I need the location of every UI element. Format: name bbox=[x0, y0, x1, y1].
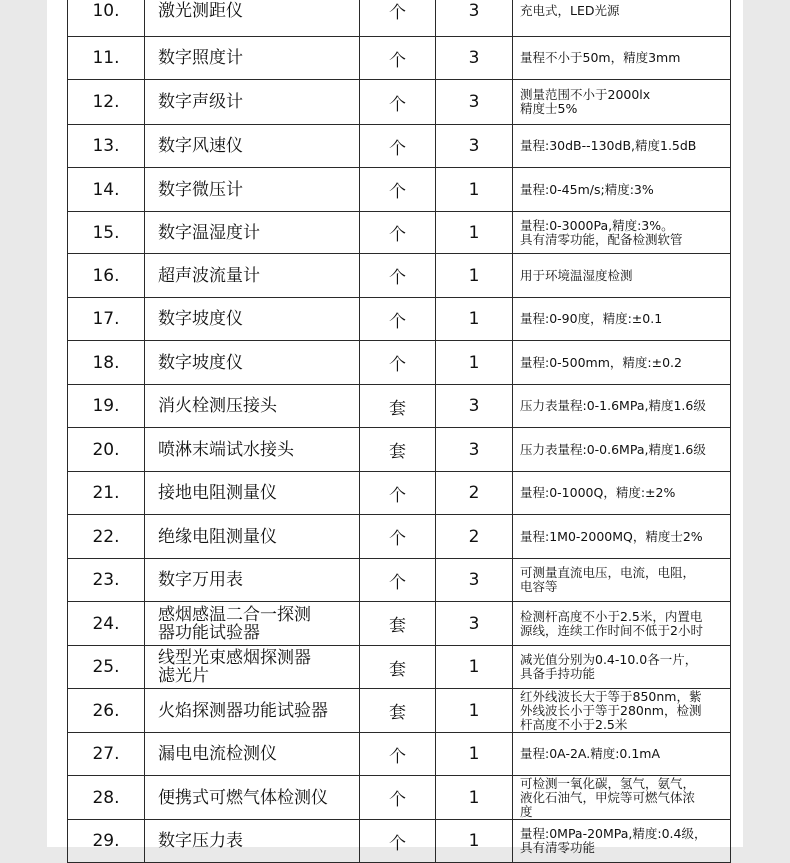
item-name bbox=[145, 820, 360, 863]
table-row bbox=[68, 515, 731, 559]
item-spec-line: 量程:0A-2A.精度:0.1mA bbox=[520, 746, 661, 761]
table-row bbox=[68, 298, 731, 341]
item-spec bbox=[513, 168, 731, 212]
item-name bbox=[145, 428, 360, 472]
item-quantity: 3 bbox=[436, 385, 513, 428]
item-name bbox=[145, 212, 360, 254]
equipment-table-body bbox=[68, 0, 731, 863]
item-unit: 个 bbox=[360, 298, 436, 341]
item-spec bbox=[513, 37, 731, 80]
item-name bbox=[145, 168, 360, 212]
row-number: 15. bbox=[68, 212, 145, 254]
item-quantity: 1 bbox=[436, 646, 513, 689]
item-spec bbox=[513, 385, 731, 428]
item-unit: 个 bbox=[360, 80, 436, 125]
item-unit: 个 bbox=[360, 37, 436, 80]
item-spec-line: 量程:0-45m/s;精度:3% bbox=[520, 181, 654, 197]
item-spec-line: 量程不小于50m，精度3mm bbox=[520, 50, 681, 65]
row-number: 11. bbox=[68, 37, 145, 80]
item-unit: 个 bbox=[360, 0, 436, 37]
item-name bbox=[145, 602, 360, 646]
row-number: 10. bbox=[68, 0, 145, 37]
item-name-line: 绝缘电阻测量仪 bbox=[158, 526, 277, 547]
item-unit: 个 bbox=[360, 125, 436, 168]
item-spec-line: 量程:0-500mm，精度:±0.2 bbox=[520, 354, 682, 370]
table-row bbox=[68, 80, 731, 125]
item-quantity: 1 bbox=[436, 341, 513, 385]
item-spec-line: 杆高度不小于2.5米 bbox=[520, 716, 628, 732]
item-spec bbox=[513, 254, 731, 298]
table-row bbox=[68, 602, 731, 646]
item-name-line: 数字压力表 bbox=[158, 831, 243, 851]
item-spec-line: 具备手持功能 bbox=[520, 666, 596, 681]
table-row bbox=[68, 559, 731, 602]
table-row bbox=[68, 776, 731, 820]
row-number: 17. bbox=[68, 298, 145, 341]
item-name-line: 数字照度计 bbox=[158, 48, 243, 68]
table-row bbox=[68, 37, 731, 80]
item-name bbox=[145, 472, 360, 515]
row-number: 25. bbox=[68, 646, 145, 689]
item-unit: 个 bbox=[360, 559, 436, 602]
row-number: 21. bbox=[68, 472, 145, 515]
item-name-line: 器功能试验器 bbox=[158, 622, 260, 643]
item-spec-line: 具有清零功能，配备检测软管 bbox=[520, 231, 683, 247]
item-unit: 套 bbox=[360, 689, 436, 733]
item-spec-line: 源线，连续工作时间不低于2小时 bbox=[520, 622, 703, 638]
item-name bbox=[145, 689, 360, 733]
table-row bbox=[68, 212, 731, 254]
item-spec-line: 精度士5% bbox=[520, 101, 578, 116]
item-name bbox=[145, 0, 360, 37]
item-quantity: 1 bbox=[436, 689, 513, 733]
table-row bbox=[68, 689, 731, 733]
item-name bbox=[145, 385, 360, 428]
row-number: 26. bbox=[68, 689, 145, 733]
item-quantity: 1 bbox=[436, 298, 513, 341]
item-name-line: 火焰探测器功能试验器 bbox=[158, 700, 328, 721]
item-spec bbox=[513, 125, 731, 168]
item-unit: 个 bbox=[360, 254, 436, 298]
item-spec bbox=[513, 602, 731, 646]
item-quantity: 3 bbox=[436, 125, 513, 168]
item-unit: 个 bbox=[360, 515, 436, 559]
item-spec-line: 量程:30dB--130dB,精度1.5dB bbox=[520, 138, 697, 153]
item-quantity: 2 bbox=[436, 472, 513, 515]
item-name-line: 便携式可燃气体检测仪 bbox=[158, 787, 328, 808]
item-unit: 个 bbox=[360, 776, 436, 820]
item-name-line: 线型光束感烟探测器 bbox=[158, 648, 311, 668]
table-row bbox=[68, 428, 731, 472]
item-unit: 个 bbox=[360, 820, 436, 863]
item-name-line: 数字万用表 bbox=[158, 570, 243, 590]
table-row bbox=[68, 168, 731, 212]
row-number: 27. bbox=[68, 733, 145, 776]
row-number: 12. bbox=[68, 80, 145, 125]
item-name-line: 消火栓测压接头 bbox=[158, 396, 277, 416]
item-quantity: 3 bbox=[436, 0, 513, 37]
item-spec-line: 压力表量程:0-1.6MPa,精度1.6级 bbox=[520, 398, 706, 413]
row-number: 16. bbox=[68, 254, 145, 298]
item-spec-line: 量程:1M0-2000MQ，精度士2% bbox=[520, 528, 703, 544]
row-number: 18. bbox=[68, 341, 145, 385]
row-number: 29. bbox=[68, 820, 145, 863]
item-spec-line: 量程:0-1000Q，精度:±2% bbox=[520, 485, 676, 500]
row-number: 14. bbox=[68, 168, 145, 212]
item-quantity: 1 bbox=[436, 776, 513, 820]
item-name-line: 数字温湿度计 bbox=[158, 222, 260, 243]
item-quantity: 1 bbox=[436, 212, 513, 254]
item-unit: 个 bbox=[360, 168, 436, 212]
table-row bbox=[68, 0, 731, 37]
row-number: 13. bbox=[68, 125, 145, 168]
table-row bbox=[68, 472, 731, 515]
item-unit: 个 bbox=[360, 341, 436, 385]
item-spec-line: 检测杆高度不小于2.5米，内置电 bbox=[520, 608, 703, 624]
item-unit: 套 bbox=[360, 428, 436, 472]
row-number: 23. bbox=[68, 559, 145, 602]
item-quantity: 3 bbox=[436, 37, 513, 80]
item-spec bbox=[513, 80, 731, 125]
item-spec bbox=[513, 428, 731, 472]
item-unit: 套 bbox=[360, 385, 436, 428]
table-row bbox=[68, 341, 731, 385]
item-spec-line: 用于环境温湿度检测 bbox=[520, 267, 633, 283]
item-spec-line: 电容等 bbox=[520, 579, 558, 594]
item-spec bbox=[513, 0, 731, 37]
item-name bbox=[145, 37, 360, 80]
item-quantity: 2 bbox=[436, 515, 513, 559]
item-spec-line: 量程:0-3000Pa,精度:3%。 bbox=[520, 217, 674, 233]
item-spec-line: 量程:0-90度，精度:±0.1 bbox=[520, 311, 663, 326]
item-quantity: 3 bbox=[436, 428, 513, 472]
item-quantity: 3 bbox=[436, 602, 513, 646]
item-unit: 个 bbox=[360, 212, 436, 254]
item-name bbox=[145, 341, 360, 385]
item-spec-line: 度 bbox=[520, 803, 533, 819]
item-name bbox=[145, 254, 360, 298]
item-name bbox=[145, 559, 360, 602]
item-name-line: 数字声级计 bbox=[158, 92, 243, 112]
item-spec bbox=[513, 820, 731, 863]
item-name-line: 数字坡度仪 bbox=[158, 309, 243, 329]
item-name bbox=[145, 298, 360, 341]
item-spec-line: 减光值分别为0.4-10.0各一片， bbox=[520, 652, 698, 667]
item-unit: 个 bbox=[360, 733, 436, 776]
item-name bbox=[145, 515, 360, 559]
item-spec bbox=[513, 733, 731, 776]
item-unit: 套 bbox=[360, 646, 436, 689]
item-spec-line: 红外线波长大于等于850nm，紫 bbox=[520, 688, 702, 704]
item-spec-line: 外线波长小于等于280nm，检测 bbox=[520, 702, 702, 718]
item-spec-line: 压力表量程:0-0.6MPa,精度1.6级 bbox=[520, 441, 706, 457]
item-spec-line: 可检测一氧化碳，氢气，氨气， bbox=[520, 775, 696, 791]
table-row bbox=[68, 733, 731, 776]
item-name-line: 数字微压计 bbox=[158, 179, 243, 200]
item-name bbox=[145, 646, 360, 689]
item-spec-line: 测量范围不小于2000lx bbox=[520, 87, 651, 102]
row-number: 19. bbox=[68, 385, 145, 428]
item-name-line: 接地电阻测量仪 bbox=[158, 483, 277, 503]
item-quantity: 3 bbox=[436, 559, 513, 602]
item-name-line: 数字风速仪 bbox=[158, 136, 243, 156]
item-name-line: 激光测距仪 bbox=[158, 0, 243, 21]
item-quantity: 1 bbox=[436, 254, 513, 298]
item-spec-line: 量程:0MPa-20MPa,精度:0.4级， bbox=[520, 826, 707, 841]
item-spec bbox=[513, 472, 731, 515]
item-spec-line: 充电式，LED光源 bbox=[520, 2, 620, 18]
table-row bbox=[68, 385, 731, 428]
item-spec bbox=[513, 559, 731, 602]
item-name-line: 数字坡度仪 bbox=[158, 352, 243, 373]
table-row bbox=[68, 646, 731, 689]
item-spec bbox=[513, 212, 731, 254]
item-name-line: 喷淋末端试水接头 bbox=[158, 439, 294, 460]
item-spec bbox=[513, 646, 731, 689]
item-name bbox=[145, 733, 360, 776]
item-name-line: 漏电电流检测仪 bbox=[158, 744, 277, 764]
item-quantity: 1 bbox=[436, 820, 513, 863]
row-number: 24. bbox=[68, 602, 145, 646]
item-name-line: 感烟感温二合一探测 bbox=[158, 604, 311, 625]
item-quantity: 1 bbox=[436, 168, 513, 212]
item-spec-line: 可测量直流电压，电流，电阻， bbox=[520, 565, 696, 580]
table-row bbox=[68, 820, 731, 863]
item-name bbox=[145, 125, 360, 168]
table-row bbox=[68, 125, 731, 168]
row-number: 20. bbox=[68, 428, 145, 472]
item-spec bbox=[513, 341, 731, 385]
item-spec bbox=[513, 776, 731, 820]
row-number: 28. bbox=[68, 776, 145, 820]
item-quantity: 3 bbox=[436, 80, 513, 125]
item-spec bbox=[513, 298, 731, 341]
item-name-line: 滤光片 bbox=[158, 666, 209, 686]
item-unit: 个 bbox=[360, 472, 436, 515]
item-spec bbox=[513, 689, 731, 733]
item-unit: 套 bbox=[360, 602, 436, 646]
item-name-line: 超声波流量计 bbox=[158, 265, 260, 286]
item-name bbox=[145, 80, 360, 125]
row-number: 22. bbox=[68, 515, 145, 559]
table-row bbox=[68, 254, 731, 298]
item-spec bbox=[513, 515, 731, 559]
equipment-table bbox=[67, 0, 731, 863]
item-name bbox=[145, 776, 360, 820]
item-spec-line: 液化石油气，甲烷等可燃气体浓 bbox=[520, 789, 696, 805]
item-quantity: 1 bbox=[436, 733, 513, 776]
item-spec-line: 具有清零功能 bbox=[520, 840, 596, 855]
